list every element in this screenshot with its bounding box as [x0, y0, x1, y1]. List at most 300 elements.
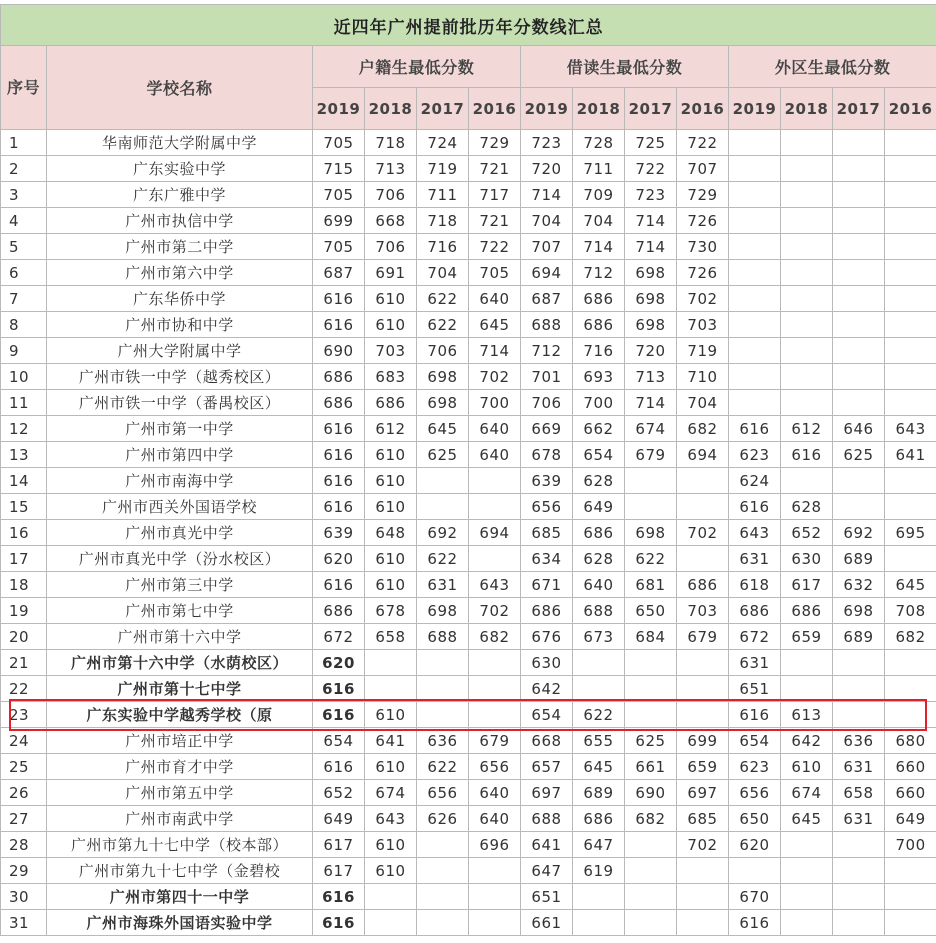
score-cell: [833, 208, 885, 234]
score-cell: 613: [781, 702, 833, 728]
score-cell: 610: [781, 754, 833, 780]
school-name: 广州市第十六中学: [47, 624, 313, 650]
year-header: 2019: [521, 88, 573, 130]
score-cell: 686: [313, 598, 365, 624]
score-cell: 649: [573, 494, 625, 520]
score-cell: 630: [521, 650, 573, 676]
score-cell: 672: [729, 624, 781, 650]
score-cell: 640: [469, 416, 521, 442]
year-header: 2016: [677, 88, 729, 130]
score-cell: 704: [677, 390, 729, 416]
score-cell: [677, 546, 729, 572]
score-cell: [833, 910, 885, 936]
school-name: 广州大学附属中学: [47, 338, 313, 364]
score-cell: 622: [417, 286, 469, 312]
score-cell: 645: [469, 312, 521, 338]
score-cell: 686: [729, 598, 781, 624]
score-cell: 703: [677, 312, 729, 338]
table-row: [1, 312, 936, 338]
score-cell: 682: [625, 806, 677, 832]
score-cell: 682: [469, 624, 521, 650]
score-cell: [625, 676, 677, 702]
score-cell: 610: [365, 702, 417, 728]
table-title: 近四年广州提前批历年分数线汇总: [1, 5, 936, 46]
score-cell: 636: [833, 728, 885, 754]
score-cell: 707: [677, 156, 729, 182]
score-cell: 625: [625, 728, 677, 754]
score-cell: 720: [521, 156, 573, 182]
score-cell: [469, 702, 521, 728]
score-cell: 610: [365, 312, 417, 338]
year-header: 2019: [729, 88, 781, 130]
school-name: 广东实验中学: [47, 156, 313, 182]
row-number: 20: [1, 624, 47, 650]
score-cell: [833, 390, 885, 416]
score-cell: [885, 130, 936, 156]
score-cell: [729, 260, 781, 286]
score-cell: [625, 702, 677, 728]
score-cell: 696: [469, 832, 521, 858]
score-cell: 725: [625, 130, 677, 156]
school-name: 广州市第九十七中学（校本部）: [47, 832, 313, 858]
score-cell: 626: [417, 806, 469, 832]
score-cell: 628: [781, 494, 833, 520]
score-cell: 674: [625, 416, 677, 442]
year-header: 2019: [313, 88, 365, 130]
score-cell: [417, 832, 469, 858]
score-cell: 617: [313, 858, 365, 884]
score-cell: 622: [625, 546, 677, 572]
score-cell: [833, 858, 885, 884]
score-cell: 705: [313, 182, 365, 208]
score-cell: 662: [573, 416, 625, 442]
score-cell: 705: [313, 234, 365, 260]
score-cell: 616: [313, 494, 365, 520]
row-number: 5: [1, 234, 47, 260]
row-number: 28: [1, 832, 47, 858]
score-cell: [885, 286, 936, 312]
score-cell: 690: [313, 338, 365, 364]
score-cell: [781, 650, 833, 676]
school-name: 广州市海珠外国语实验中学: [47, 910, 313, 936]
score-cell: 616: [729, 416, 781, 442]
score-cell: [677, 702, 729, 728]
row-number: 6: [1, 260, 47, 286]
score-cell: 714: [625, 234, 677, 260]
score-cell: [833, 338, 885, 364]
score-cell: 622: [417, 546, 469, 572]
score-cell: 642: [781, 728, 833, 754]
score-cell: 616: [313, 468, 365, 494]
score-cell: 647: [573, 832, 625, 858]
score-cell: 651: [729, 676, 781, 702]
score-cell: 678: [521, 442, 573, 468]
score-cell: [365, 910, 417, 936]
row-number: 22: [1, 676, 47, 702]
score-cell: 660: [885, 754, 936, 780]
score-cell: [781, 364, 833, 390]
score-cell: 640: [573, 572, 625, 598]
school-name: 广州市第四中学: [47, 442, 313, 468]
score-cell: 726: [677, 260, 729, 286]
score-cell: 616: [313, 442, 365, 468]
score-cell: 698: [625, 520, 677, 546]
score-cell: 702: [469, 364, 521, 390]
table-row: [1, 832, 936, 858]
score-cell: 659: [781, 624, 833, 650]
year-header: 2016: [885, 88, 936, 130]
score-cell: 650: [625, 598, 677, 624]
score-cell: [885, 468, 936, 494]
score-cell: [885, 702, 936, 728]
score-cell: 689: [573, 780, 625, 806]
score-cell: 703: [677, 598, 729, 624]
school-name: 广东华侨中学: [47, 286, 313, 312]
score-cell: [469, 494, 521, 520]
table-row: [1, 208, 936, 234]
row-number: 26: [1, 780, 47, 806]
score-cell: 641: [365, 728, 417, 754]
school-name: 广州市真光中学（汾水校区）: [47, 546, 313, 572]
score-cell: 691: [365, 260, 417, 286]
row-number: 24: [1, 728, 47, 754]
score-cell: 729: [677, 182, 729, 208]
school-header: 学校名称: [47, 46, 313, 130]
score-cell: 710: [677, 364, 729, 390]
score-cell: 673: [573, 624, 625, 650]
score-cell: [885, 234, 936, 260]
score-cell: 700: [469, 390, 521, 416]
school-name: 广州市第十六中学（水荫校区）: [47, 650, 313, 676]
score-cell: [573, 676, 625, 702]
score-cell: 698: [417, 598, 469, 624]
row-number: 21: [1, 650, 47, 676]
score-cell: 622: [573, 702, 625, 728]
score-cell: 723: [625, 182, 677, 208]
score-cell: [365, 650, 417, 676]
score-cell: [781, 182, 833, 208]
school-name: 广州市第一中学: [47, 416, 313, 442]
score-cell: 698: [625, 260, 677, 286]
score-cell: 694: [677, 442, 729, 468]
score-cell: 610: [365, 442, 417, 468]
group-header-borrowing: 借读生最低分数: [521, 46, 729, 88]
row-number: 30: [1, 884, 47, 910]
score-cell: 721: [469, 208, 521, 234]
score-cell: 616: [313, 312, 365, 338]
score-cell: 616: [313, 754, 365, 780]
score-cell: 695: [885, 520, 936, 546]
score-cell: 706: [417, 338, 469, 364]
score-cell: 676: [521, 624, 573, 650]
score-cell: [729, 312, 781, 338]
score-cell: 702: [469, 598, 521, 624]
score-cell: 645: [573, 754, 625, 780]
school-name: 广州市培正中学: [47, 728, 313, 754]
score-cell: [729, 234, 781, 260]
score-cell: 717: [469, 182, 521, 208]
school-name: 广州市第五中学: [47, 780, 313, 806]
score-cell: 702: [677, 286, 729, 312]
score-cell: [729, 286, 781, 312]
score-cell: [833, 884, 885, 910]
table-row: [1, 286, 936, 312]
school-name: 广州市南海中学: [47, 468, 313, 494]
score-cell: 686: [313, 390, 365, 416]
score-cell: [833, 364, 885, 390]
score-cell: [469, 858, 521, 884]
score-cell: 690: [625, 780, 677, 806]
year-header: 2017: [833, 88, 885, 130]
score-cell: [885, 910, 936, 936]
score-cell: 616: [313, 416, 365, 442]
score-cell: 729: [469, 130, 521, 156]
score-cell: 681: [625, 572, 677, 598]
score-cell: 640: [469, 442, 521, 468]
score-cell: [469, 468, 521, 494]
score-cell: [677, 910, 729, 936]
table-row: [1, 234, 936, 260]
score-cell: [469, 884, 521, 910]
school-name: 广州市南武中学: [47, 806, 313, 832]
score-cell: 670: [729, 884, 781, 910]
score-cell: [885, 312, 936, 338]
score-cell: 704: [573, 208, 625, 234]
table-row: [1, 624, 936, 650]
score-cell: 616: [729, 494, 781, 520]
score-cell: 645: [781, 806, 833, 832]
score-cell: [885, 884, 936, 910]
score-cell: 616: [729, 702, 781, 728]
score-cell: [885, 156, 936, 182]
score-cell: [781, 390, 833, 416]
score-cell: 713: [625, 364, 677, 390]
row-number: 31: [1, 910, 47, 936]
school-name: 华南师范大学附属中学: [47, 130, 313, 156]
score-cell: 697: [677, 780, 729, 806]
score-cell: 624: [729, 468, 781, 494]
score-cell: [469, 910, 521, 936]
score-cell: [833, 260, 885, 286]
score-cell: 657: [521, 754, 573, 780]
row-number: 2: [1, 156, 47, 182]
score-cell: 656: [469, 754, 521, 780]
score-cell: 687: [521, 286, 573, 312]
score-cell: 719: [417, 156, 469, 182]
score-cell: 610: [365, 572, 417, 598]
score-cell: 698: [625, 286, 677, 312]
school-name: 广东广雅中学: [47, 182, 313, 208]
score-cell: [729, 338, 781, 364]
score-cell: 616: [313, 676, 365, 702]
score-cell: [781, 260, 833, 286]
score-cell: 714: [625, 390, 677, 416]
score-cell: 661: [625, 754, 677, 780]
score-cell: 698: [417, 364, 469, 390]
score-cell: 674: [365, 780, 417, 806]
row-number: 18: [1, 572, 47, 598]
score-cell: [885, 182, 936, 208]
row-number: 17: [1, 546, 47, 572]
score-cell: 652: [781, 520, 833, 546]
score-cell: 718: [417, 208, 469, 234]
score-cell: [885, 494, 936, 520]
score-cell: [885, 338, 936, 364]
score-cell: [833, 494, 885, 520]
score-cell: 649: [313, 806, 365, 832]
score-cell: 617: [781, 572, 833, 598]
score-cell: 658: [365, 624, 417, 650]
score-cell: 699: [677, 728, 729, 754]
score-cell: 711: [573, 156, 625, 182]
score-cell: 724: [417, 130, 469, 156]
score-cell: [573, 884, 625, 910]
score-cell: 620: [729, 832, 781, 858]
table-row: [1, 858, 936, 884]
score-cell: 645: [417, 416, 469, 442]
score-cell: [573, 910, 625, 936]
school-name: 广州市第十七中学: [47, 676, 313, 702]
score-cell: [885, 676, 936, 702]
row-number: 4: [1, 208, 47, 234]
score-cell: [781, 832, 833, 858]
row-number: 16: [1, 520, 47, 546]
table-row: [1, 598, 936, 624]
table-row: [1, 338, 936, 364]
row-number: 1: [1, 130, 47, 156]
score-cell: 679: [625, 442, 677, 468]
score-cell: 698: [833, 598, 885, 624]
score-cell: 686: [573, 312, 625, 338]
score-cell: 714: [573, 234, 625, 260]
table-row: [1, 806, 936, 832]
score-cell: 649: [885, 806, 936, 832]
school-name: 广州市第七中学: [47, 598, 313, 624]
table-row: [1, 494, 936, 520]
row-number: 19: [1, 598, 47, 624]
score-cell: 628: [573, 546, 625, 572]
score-cell: 610: [365, 494, 417, 520]
score-cell: 689: [833, 546, 885, 572]
score-cell: 686: [365, 390, 417, 416]
score-cell: 659: [677, 754, 729, 780]
score-cell: 712: [573, 260, 625, 286]
school-name: 广州市第四十一中学: [47, 884, 313, 910]
score-cell: 688: [417, 624, 469, 650]
score-cell: [417, 650, 469, 676]
score-cell: 688: [521, 806, 573, 832]
score-cell: 711: [417, 182, 469, 208]
score-cell: [417, 884, 469, 910]
score-cell: 645: [885, 572, 936, 598]
year-header: 2018: [781, 88, 833, 130]
score-cell: 610: [365, 858, 417, 884]
score-cell: 716: [573, 338, 625, 364]
score-cell: 639: [521, 468, 573, 494]
score-cell: 622: [417, 754, 469, 780]
group-header-out-district: 外区生最低分数: [729, 46, 936, 88]
score-cell: 700: [573, 390, 625, 416]
score-cell: [833, 468, 885, 494]
score-cell: 669: [521, 416, 573, 442]
score-cell: [729, 858, 781, 884]
table-row: [1, 468, 936, 494]
score-cell: 719: [677, 338, 729, 364]
row-number: 25: [1, 754, 47, 780]
score-cell: [833, 234, 885, 260]
row-number: 8: [1, 312, 47, 338]
school-name: 广州市执信中学: [47, 208, 313, 234]
score-cell: 640: [469, 780, 521, 806]
score-cell: 630: [781, 546, 833, 572]
score-cell: 705: [469, 260, 521, 286]
year-header: 2018: [573, 88, 625, 130]
score-cell: 639: [313, 520, 365, 546]
score-cell: 610: [365, 832, 417, 858]
table-row: [1, 416, 936, 442]
score-cell: 720: [625, 338, 677, 364]
score-cell: [885, 260, 936, 286]
score-cell: [781, 858, 833, 884]
score-cell: 622: [417, 312, 469, 338]
score-cell: [677, 676, 729, 702]
score-cell: [625, 858, 677, 884]
score-cell: [833, 650, 885, 676]
score-cell: 692: [417, 520, 469, 546]
score-cell: 625: [417, 442, 469, 468]
score-cell: 631: [729, 546, 781, 572]
score-cell: [469, 650, 521, 676]
seq-header: 序号: [1, 46, 47, 130]
score-cell: 686: [521, 598, 573, 624]
score-cell: 668: [365, 208, 417, 234]
row-number: 14: [1, 468, 47, 494]
table-row: [1, 754, 936, 780]
school-name: 广州市协和中学: [47, 312, 313, 338]
year-header: 2016: [469, 88, 521, 130]
table-row: [1, 390, 936, 416]
score-cell: 714: [625, 208, 677, 234]
score-cell: 697: [521, 780, 573, 806]
score-cell: 617: [313, 832, 365, 858]
score-cell: 693: [573, 364, 625, 390]
score-cell: [365, 676, 417, 702]
score-cell: 634: [521, 546, 573, 572]
score-cell: 631: [729, 650, 781, 676]
score-cell: 716: [417, 234, 469, 260]
score-cell: 707: [521, 234, 573, 260]
table-row: [1, 728, 936, 754]
score-cell: 610: [365, 546, 417, 572]
table-row: [1, 364, 936, 390]
score-cell: 685: [521, 520, 573, 546]
score-cell: 610: [365, 286, 417, 312]
score-cell: 642: [521, 676, 573, 702]
year-header: 2018: [365, 88, 417, 130]
table-row: [1, 884, 936, 910]
score-cell: [677, 884, 729, 910]
score-cell: 692: [833, 520, 885, 546]
score-cell: 641: [885, 442, 936, 468]
row-number: 23: [1, 702, 47, 728]
score-cell: 612: [781, 416, 833, 442]
score-cell: 686: [781, 598, 833, 624]
score-cell: 610: [365, 754, 417, 780]
score-cell: [677, 650, 729, 676]
score-cell: 640: [469, 806, 521, 832]
row-number: 12: [1, 416, 47, 442]
row-number: 3: [1, 182, 47, 208]
